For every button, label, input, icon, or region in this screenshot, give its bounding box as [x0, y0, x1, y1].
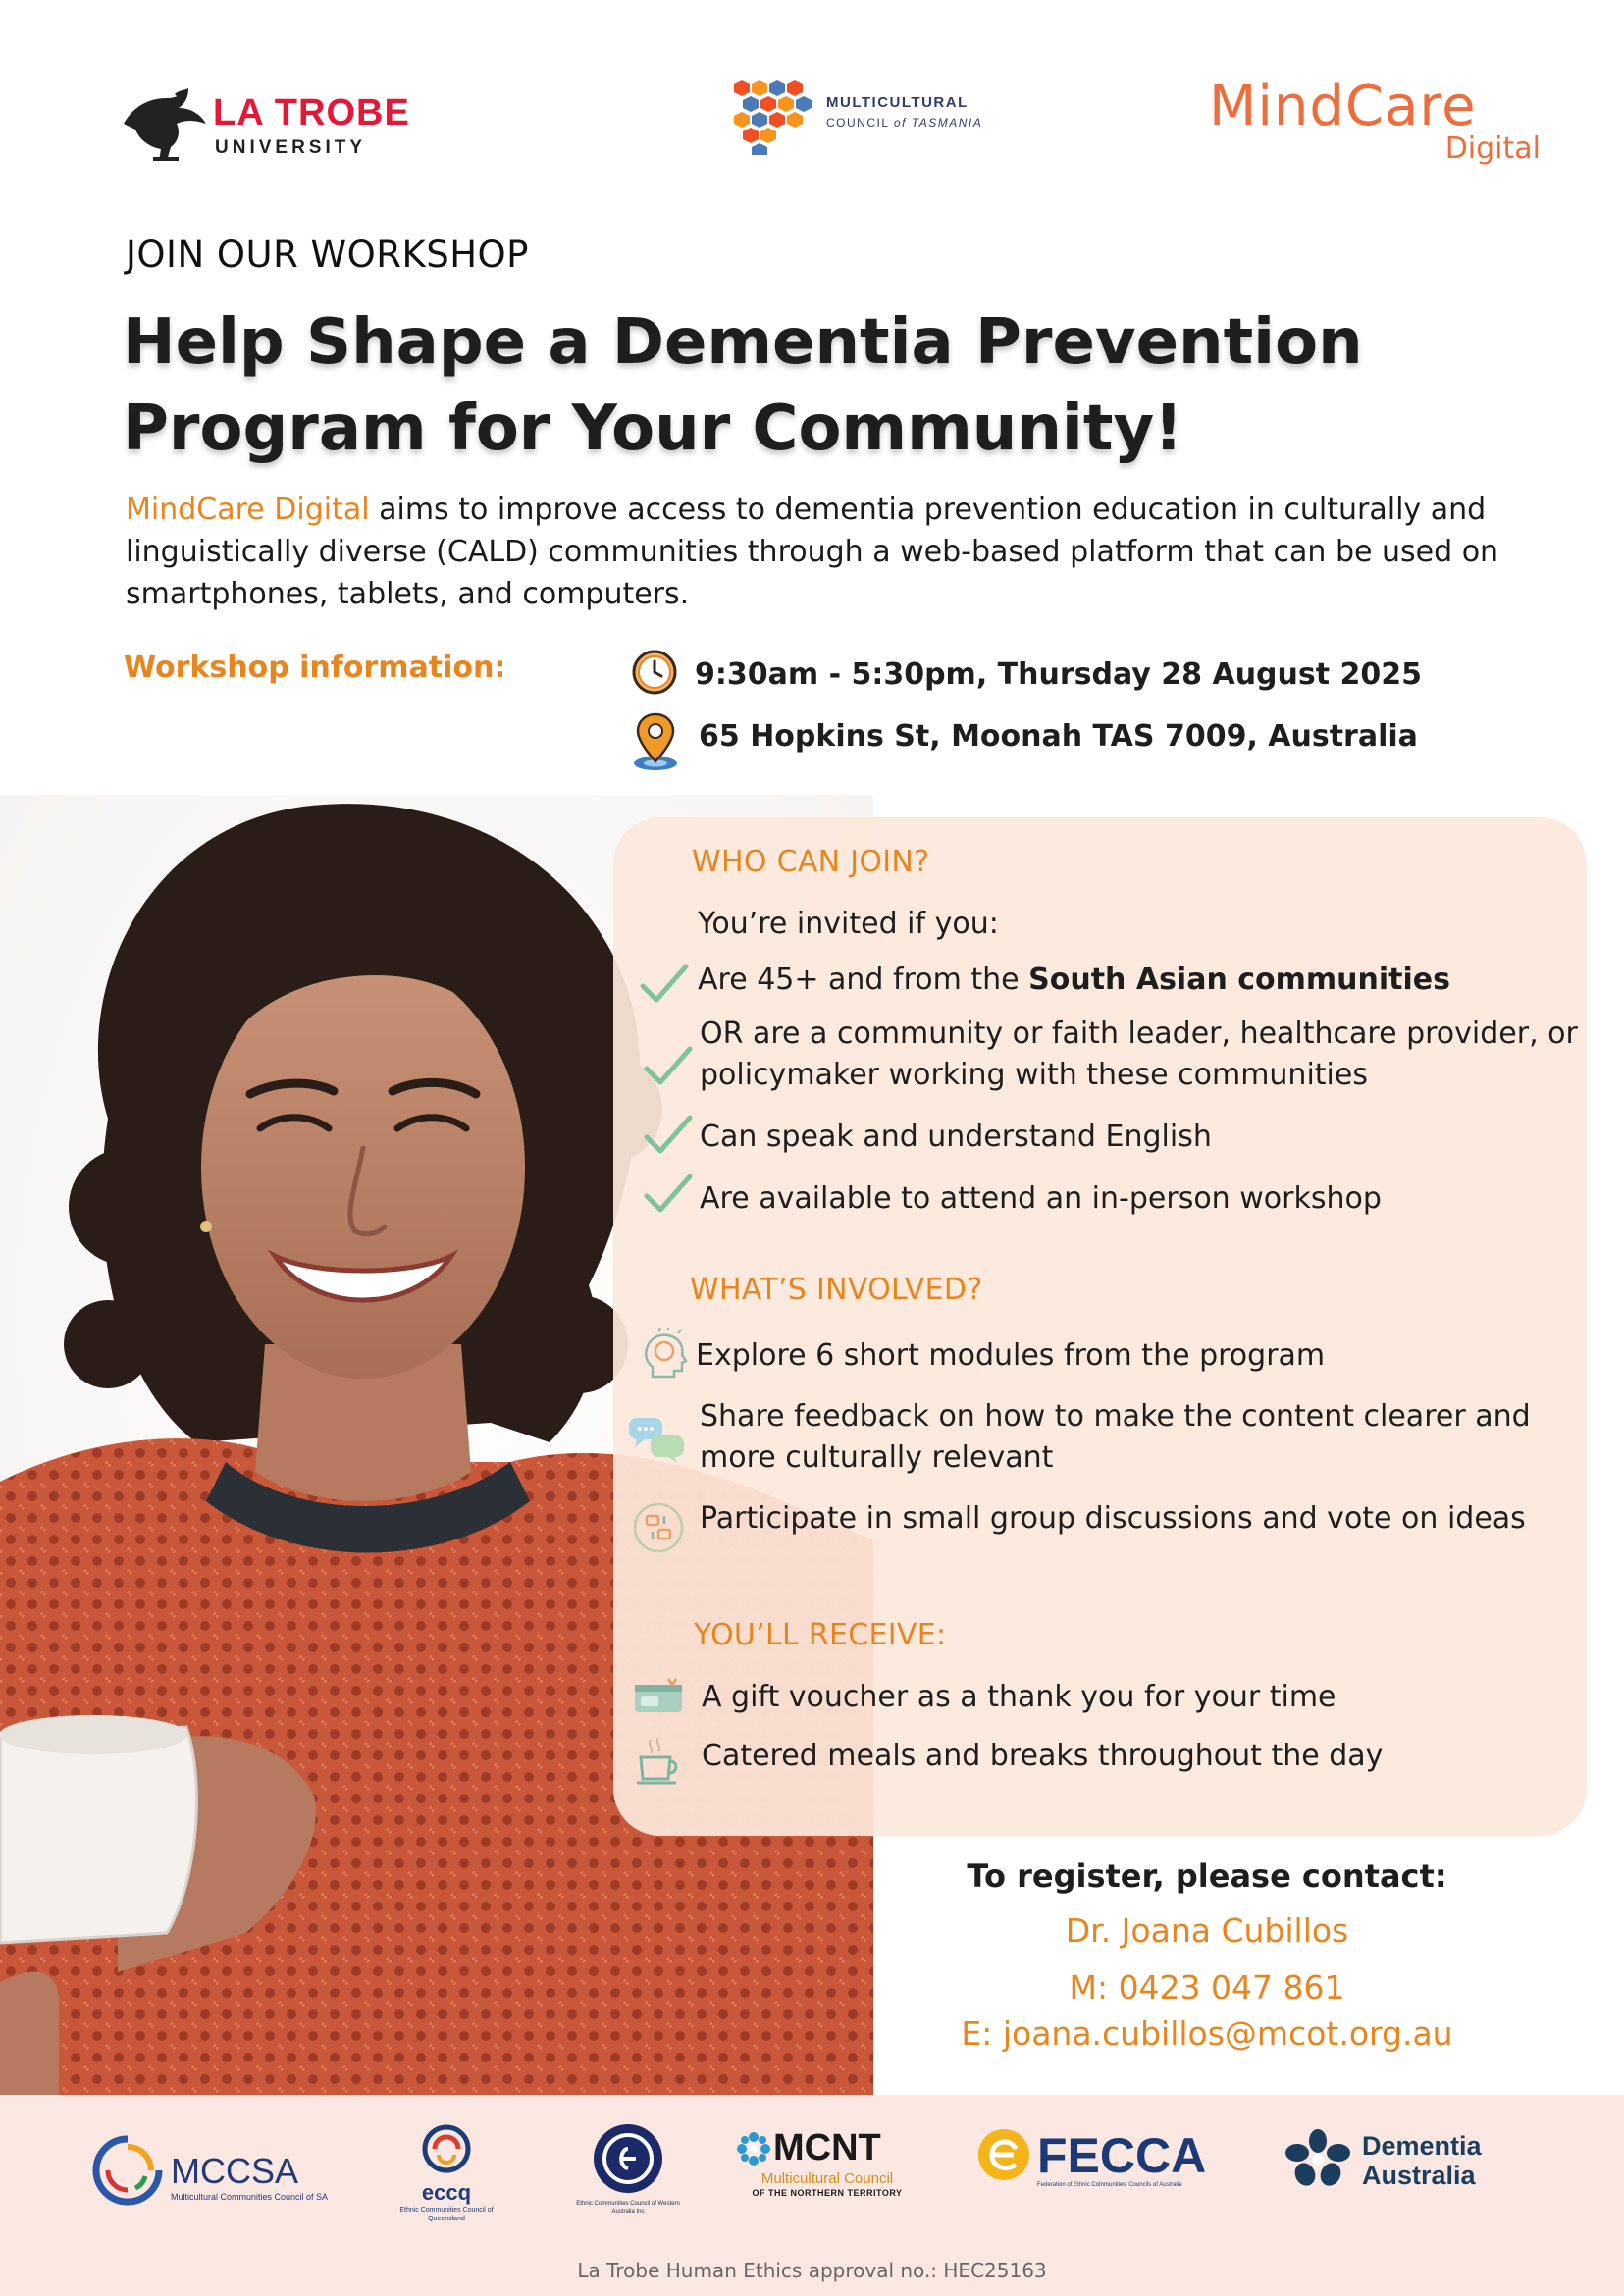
dementia-australia-logo — [1283, 2127, 1519, 2196]
mccsa-swirl-icon — [88, 2131, 167, 2210]
fecca-name: FECCA — [1037, 2128, 1207, 2183]
who-item-3: Can speak and understand English — [700, 1120, 1212, 1154]
youll-receive-heading: YOU’LL RECEIVE: — [694, 1618, 947, 1652]
contact-mobile[interactable]: M: 0423 047 861 — [1069, 1968, 1345, 2007]
contact-name: Dr. Joana Cubillos — [1065, 1911, 1349, 1950]
mindcare-name: MindCare — [1209, 75, 1477, 138]
who-lead: You’re invited if you: — [698, 907, 999, 941]
eccq-name: eccq — [421, 2180, 472, 2205]
title-line-1: Help Shape a Dementia Prevention — [123, 306, 1363, 379]
eccwa-sub: Ethnic Communities Council of Western Australia Inc — [576, 2201, 680, 2215]
location-pin-icon — [630, 712, 681, 771]
page-title — [123, 299, 1398, 472]
fecca-logo — [976, 2127, 1217, 2206]
who-item-2: OR are a community or faith leader, healthcare provider, or policymaker working with these communities — [700, 1017, 1578, 1092]
workshop-time: 9:30am - 5:30pm, Thursday 28 August 2025 — [695, 657, 1423, 692]
mccsa-name: MCCSA — [171, 2151, 299, 2191]
mccsa-sub: Multicultural Communities Council of SA — [171, 2192, 329, 2202]
involved-item-2: Share feedback on how to make the content clearer and more culturally relevant — [700, 1399, 1531, 1475]
dementia-australia-icon — [1283, 2127, 1352, 2192]
ethics-approval: La Trobe Human Ethics approval no.: HEC25163 — [577, 2259, 1047, 2282]
title-line-2: Program for Your Community! — [123, 392, 1183, 465]
workshop-info-label: Workshop information: — [124, 651, 506, 685]
hexagon-cluster-icon — [726, 77, 820, 155]
mindcare-sub: Digital — [1444, 131, 1541, 166]
la-trobe-logo — [120, 82, 444, 171]
contact-email[interactable]: E: joana.cubillos@mcot.org.au — [961, 2014, 1453, 2053]
mcnt-sub2: OF THE NORTHERN TERRITORY — [752, 2188, 903, 2198]
eccwa-emblem-icon — [591, 2121, 665, 2196]
gift-voucher-icon — [633, 1677, 684, 1716]
checkmark-icon — [643, 1173, 694, 1216]
receive-item-1: A gift voucher as a thank you for your time — [702, 1680, 1336, 1714]
mct-line2: COUNCIL of TASMANIA — [826, 116, 983, 130]
eccq-sub: Ethnic Communities Council of Queensland — [399, 2207, 494, 2222]
la-trobe-sub: UNIVERSITY — [215, 137, 367, 158]
checkmark-icon — [643, 1045, 694, 1088]
mccsa-logo — [88, 2131, 343, 2210]
eccq-logo — [393, 2119, 500, 2227]
chat-bubbles-icon — [627, 1414, 688, 1465]
intro-text: aims to improve access to dementia prevention education in culturally and linguistically diverse (CALD) communities through a web-based platform that can be used on smartphones, tablets, and computers. — [126, 493, 1499, 611]
eccq-swirl-icon — [417, 2119, 476, 2178]
who-item-4: Are available to attend an in-person workshop — [700, 1181, 1382, 1216]
involved-item-3: Participate in small group discussions and vote on ideas — [700, 1501, 1526, 1536]
receive-item-2: Catered meals and breaks throughout the day — [702, 1739, 1384, 1773]
mcnt-logo — [734, 2127, 920, 2206]
dementia-line2: Australia — [1362, 2161, 1476, 2190]
fecca-e-icon — [976, 2127, 1031, 2182]
who-can-join-heading: WHO CAN JOIN? — [692, 845, 930, 879]
intro-brand: MindCare Digital — [126, 493, 370, 527]
whats-involved-heading: WHAT’S INVOLVED? — [690, 1273, 983, 1307]
mct-line1: MULTICULTURAL — [826, 94, 969, 111]
intro-paragraph — [126, 489, 1539, 615]
eagle-icon — [120, 84, 210, 165]
eccwa-logo — [564, 2121, 692, 2229]
dementia-line1: Dementia — [1362, 2131, 1482, 2161]
mcnt-name: MCNT — [773, 2127, 881, 2168]
eyebrow-text: JOIN OUR WORKSHOP — [126, 234, 529, 276]
info-panel — [613, 817, 1587, 1836]
mcnt-sub: Multicultural Council — [760, 2170, 894, 2187]
coffee-cup-icon — [637, 1736, 682, 1787]
brain-head-icon — [639, 1328, 692, 1383]
mindcare-digital-logo — [1207, 75, 1541, 173]
la-trobe-name: LA TROBE — [213, 92, 410, 133]
who-item-1: Are 45+ and from the South Asian communities — [698, 963, 1450, 997]
workshop-location: 65 Hopkins St, Moonah TAS 7009, Australia — [699, 719, 1418, 754]
register-title: To register, please contact: — [967, 1857, 1447, 1895]
checkmark-icon — [639, 963, 690, 1006]
mcnt-flower-icon — [736, 2131, 771, 2166]
fecca-sub: Federation of Ethnic Communities' Councils of Australia — [1037, 2182, 1182, 2188]
clock-icon — [630, 648, 679, 697]
checkmark-icon — [643, 1114, 694, 1157]
multicultural-council-logo — [726, 77, 1021, 155]
group-discussion-icon — [631, 1500, 686, 1555]
involved-item-1: Explore 6 short modules from the program — [696, 1338, 1326, 1373]
